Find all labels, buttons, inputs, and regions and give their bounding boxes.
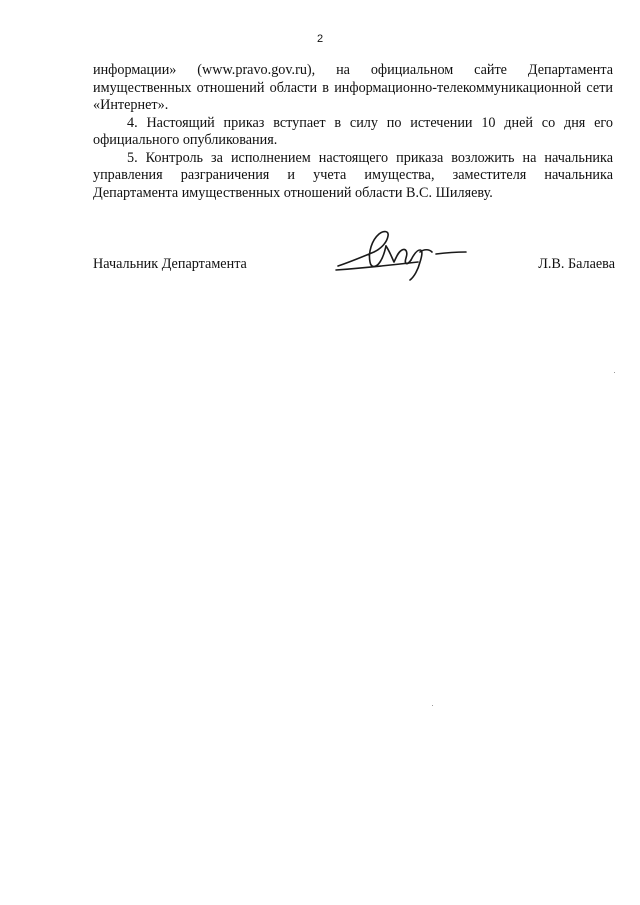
signatory-name: Л.В. Балаева: [538, 256, 615, 272]
paragraph-continuation: информации» (www.pravo.gov.ru), на официальном сайте Департамента имущественных отношений области в информационно-телекоммуникационной сети «Интернет».: [93, 62, 613, 113]
page-number: 2: [316, 33, 324, 45]
paragraph-item-4: 4. Настоящий приказ вступает в силу по истечении 10 дней со дня его официального опубликования.: [93, 114, 613, 148]
scan-speck: [614, 372, 615, 373]
signatory-position: Начальник Департамента: [93, 256, 247, 272]
paragraph-item-5: 5. Контроль за исполнением настоящего приказа возложить на начальника управления разграничения и учета имущества, заместителя начальника Департамента имущественных отношений области В.С. Шиляеву.: [93, 149, 613, 201]
scan-speck: [432, 705, 433, 706]
handwritten-signature: [332, 222, 472, 282]
document-body: [93, 62, 613, 202]
